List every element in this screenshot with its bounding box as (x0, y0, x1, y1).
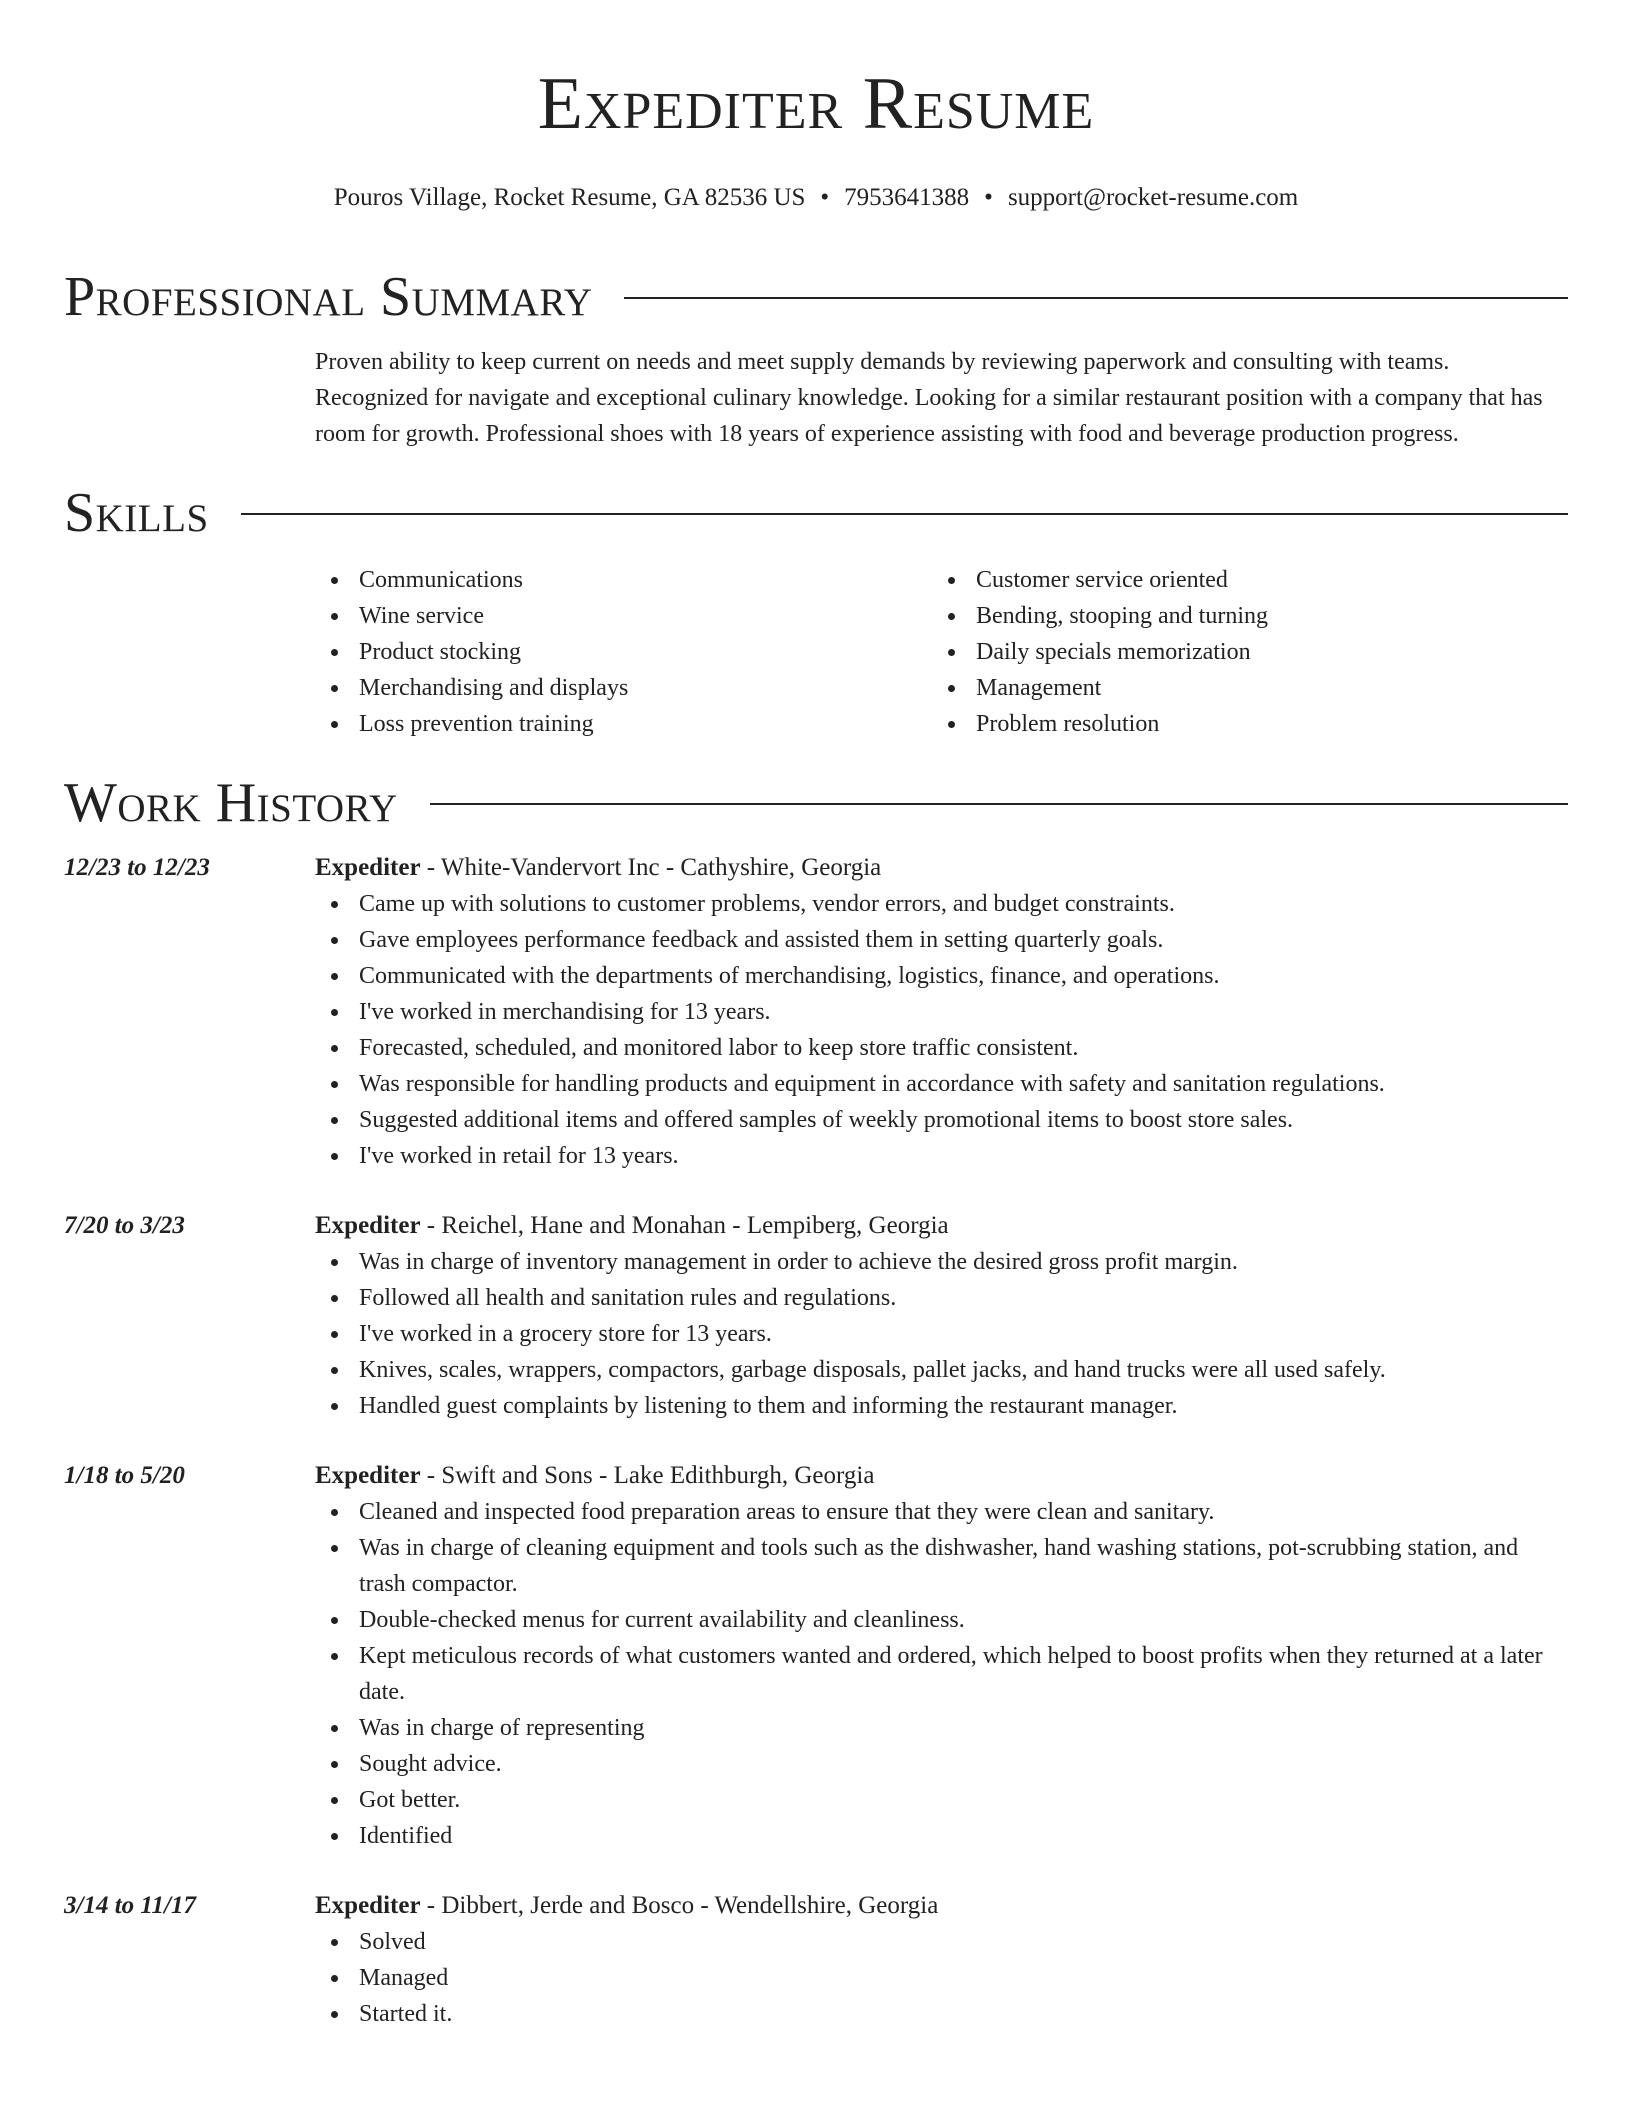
list-item-text: Got better. (359, 1787, 461, 1813)
job-duty-item (315, 1710, 1568, 1746)
bullet-icon (331, 1725, 338, 1732)
list-item-text: Came up with solutions to customer problems, vendor errors, and budget constraints. (359, 891, 1175, 917)
list-item-text: Started it. (359, 2001, 453, 2027)
job-employer: - Reichel, Hane and Monahan - Lempiberg, Georgia (420, 1212, 949, 1239)
job-duty-item (315, 1530, 1568, 1602)
job-duty-item (315, 1782, 1568, 1818)
list-item-text: Management (976, 675, 1102, 701)
bullet-icon (331, 2011, 338, 2018)
summary-text: Proven ability to keep current on needs and meet supply demands by reviewing paperwork and consulting with teams. Recognized for navigate and exceptional culinary knowledge. Looking for a similar restaurant position with a company that has room for growth. Professional shoes with 18 years of experience assisting with food and beverage production progress. (315, 349, 1543, 447)
resume-title: Expediter Resume (537, 63, 1095, 145)
job-title-line (315, 1888, 1568, 1924)
job-duty-item (315, 1244, 1568, 1280)
bullet-icon (331, 973, 338, 980)
list-item-text: Managed (359, 1965, 449, 1991)
list-item-text: Communications (359, 567, 523, 593)
list-item-text: I've worked in a grocery store for 13 years. (359, 1321, 772, 1347)
list-item-text: Followed all health and sanitation rules and regulations. (359, 1285, 897, 1311)
skill-item (315, 598, 932, 634)
bullet-icon (331, 1797, 338, 1804)
bullet-icon (331, 1833, 338, 1840)
list-item-text: Customer service oriented (976, 567, 1228, 593)
skill-item (932, 670, 1549, 706)
job-duty-item (315, 1138, 1568, 1174)
job-duties-list (315, 886, 1568, 1174)
bullet-icon (331, 1295, 338, 1302)
bullet-icon (331, 1761, 338, 1768)
job-entry (64, 1458, 1568, 1854)
job-dates: 1/18 to 5/20 (64, 1462, 185, 1489)
bullet-icon (331, 1009, 338, 1016)
list-item-text: Solved (359, 1929, 426, 1955)
skill-item (932, 562, 1549, 598)
section-divider (241, 513, 1568, 515)
skills-heading: Skills (64, 482, 209, 544)
bullet-icon (331, 1117, 338, 1124)
bullet-icon (331, 649, 338, 656)
job-title-line (315, 1208, 1568, 1244)
job-role: Expediter (315, 854, 421, 881)
bullet-icon (331, 901, 338, 908)
skill-item (932, 634, 1549, 670)
skills-list-left (315, 562, 932, 742)
resume-page (64, 0, 1568, 2032)
bullet-icon (331, 613, 338, 620)
job-duty-item (315, 1316, 1568, 1352)
skills-grid (315, 562, 1568, 742)
list-item-text: Communicated with the departments of merchandising, logistics, finance, and operations. (359, 963, 1220, 989)
list-item-text: Was in charge of cleaning equipment and tools such as the dishwasher, hand washing stations, pot-scrubbing station, and trash compactor. (359, 1535, 1519, 1597)
job-dates: 7/20 to 3/23 (64, 1212, 185, 1239)
job-duties-list (315, 1924, 1568, 2032)
job-title-line (315, 1458, 1568, 1494)
job-body (315, 1208, 1568, 1424)
list-item-text: Was responsible for handling products and equipment in accordance with safety and sanitation regulations. (359, 1071, 1385, 1097)
job-role: Expediter (315, 1462, 421, 1489)
bullet-icon (331, 937, 338, 944)
job-title-line (315, 850, 1568, 886)
skill-item (932, 706, 1549, 742)
list-item-text: Cleaned and inspected food preparation areas to ensure that they were clean and sanitary. (359, 1499, 1215, 1525)
job-duty-item (315, 1818, 1568, 1854)
job-duties-list (315, 1494, 1568, 1854)
job-duty-item (315, 1102, 1568, 1138)
bullet-icon (948, 613, 955, 620)
work-history-list (64, 850, 1568, 2032)
job-duty-item (315, 1924, 1568, 1960)
job-body (315, 1458, 1568, 1854)
bullet-icon (331, 577, 338, 584)
skill-item (932, 598, 1549, 634)
job-duty-item (315, 1638, 1568, 1710)
list-item-text: Bending, stooping and turning (976, 603, 1268, 629)
job-entry (64, 1888, 1568, 2032)
section-divider (624, 297, 1568, 299)
bullet-icon (331, 1509, 338, 1516)
list-item-text: Suggested additional items and offered samples of weekly promotional items to boost store sales. (359, 1107, 1294, 1133)
job-role: Expediter (315, 1212, 421, 1239)
bullet-icon (331, 1045, 338, 1052)
job-duty-item (315, 1996, 1568, 2032)
job-body (315, 850, 1568, 1174)
skills-section-header (64, 480, 1568, 546)
job-duty-item (315, 886, 1568, 922)
section-divider (430, 803, 1568, 805)
skill-item (315, 670, 932, 706)
list-item-text: Was in charge of inventory management in order to achieve the desired gross profit margin. (359, 1249, 1238, 1275)
contact-separator: • (820, 184, 830, 211)
skills-list-right (932, 562, 1549, 742)
job-role: Expediter (315, 1892, 421, 1919)
bullet-icon (948, 577, 955, 584)
contact-phone: 7953641388 (844, 184, 970, 211)
job-employer: - White-Vandervort Inc - Cathyshire, Georgia (420, 854, 882, 881)
job-duty-item (315, 922, 1568, 958)
bullet-icon (948, 649, 955, 656)
list-item-text: Knives, scales, wrappers, compactors, garbage disposals, pallet jacks, and hand trucks were all used safely. (359, 1357, 1386, 1383)
bullet-icon (948, 685, 955, 692)
list-item-text: Double-checked menus for current availability and cleanliness. (359, 1607, 965, 1633)
list-item-text: Product stocking (359, 639, 521, 665)
work-heading: Work History (64, 772, 398, 834)
list-item-text: Gave employees performance feedback and assisted them in setting quarterly goals. (359, 927, 1164, 953)
list-item-text: I've worked in merchandising for 13 years. (359, 999, 771, 1025)
bullet-icon (331, 1081, 338, 1088)
job-dates: 3/14 to 11/17 (64, 1892, 196, 1919)
list-item-text: Merchandising and displays (359, 675, 629, 701)
job-entry (64, 1208, 1568, 1424)
job-duty-item (315, 958, 1568, 994)
contact-separator: • (984, 184, 993, 211)
summary-heading: Professional Summary (64, 266, 593, 328)
bullet-icon (331, 1153, 338, 1160)
job-duty-item (315, 1030, 1568, 1066)
skill-item (315, 634, 932, 670)
contact-line (64, 182, 1568, 214)
contact-address: Pouros Village, Rocket Resume, GA 82536 US (333, 184, 806, 211)
skill-item (315, 706, 932, 742)
job-duty-item (315, 994, 1568, 1030)
list-item-text: Sought advice. (359, 1751, 502, 1777)
job-duty-item (315, 1066, 1568, 1102)
bullet-icon (331, 1939, 338, 1946)
bullet-icon (331, 1975, 338, 1982)
list-item-text: Loss prevention training (359, 711, 594, 737)
list-item-text: Was in charge of representing (359, 1715, 645, 1741)
job-body (315, 1888, 1568, 2032)
list-item-text: Forecasted, scheduled, and monitored labor to keep store traffic consistent. (359, 1035, 1079, 1061)
job-duty-item (315, 1280, 1568, 1316)
job-duty-item (315, 1746, 1568, 1782)
list-item-text: Daily specials memorization (976, 639, 1251, 665)
skills-column-left (315, 562, 932, 742)
job-entry (64, 850, 1568, 1174)
list-item-text: Problem resolution (976, 711, 1160, 737)
job-duties-list (315, 1244, 1568, 1424)
bullet-icon (331, 1545, 338, 1552)
bullet-icon (948, 721, 955, 728)
list-item-text: I've worked in retail for 13 years. (359, 1143, 679, 1169)
job-dates: 12/23 to 12/23 (64, 854, 210, 881)
list-item-text: Handled guest complaints by listening to them and informing the restaurant manager. (359, 1393, 1178, 1419)
list-item-text: Wine service (359, 603, 484, 629)
list-item-text: Kept meticulous records of what customers wanted and ordered, which helped to boost profits when they returned at a later date. (359, 1643, 1543, 1705)
bullet-icon (331, 1653, 338, 1660)
skill-item (315, 562, 932, 598)
job-duty-item (315, 1494, 1568, 1530)
job-duty-item (315, 1388, 1568, 1424)
contact-email: support@rocket-resume.com (1007, 184, 1299, 211)
summary-section-header (64, 264, 1568, 330)
list-item-text: Identified (359, 1823, 453, 1849)
skills-column-right (932, 562, 1549, 742)
job-duty-item (315, 1602, 1568, 1638)
bullet-icon (331, 1259, 338, 1266)
bullet-icon (331, 1617, 338, 1624)
bullet-icon (331, 1331, 338, 1338)
job-duty-item (315, 1352, 1568, 1388)
bullet-icon (331, 1403, 338, 1410)
bullet-icon (331, 721, 338, 728)
job-employer: - Dibbert, Jerde and Bosco - Wendellshire, Georgia (420, 1892, 939, 1919)
bullet-icon (331, 1367, 338, 1374)
job-employer: - Swift and Sons - Lake Edithburgh, Georgia (420, 1462, 875, 1489)
work-section-header (64, 770, 1568, 836)
job-duty-item (315, 1960, 1568, 1996)
bullet-icon (331, 685, 338, 692)
